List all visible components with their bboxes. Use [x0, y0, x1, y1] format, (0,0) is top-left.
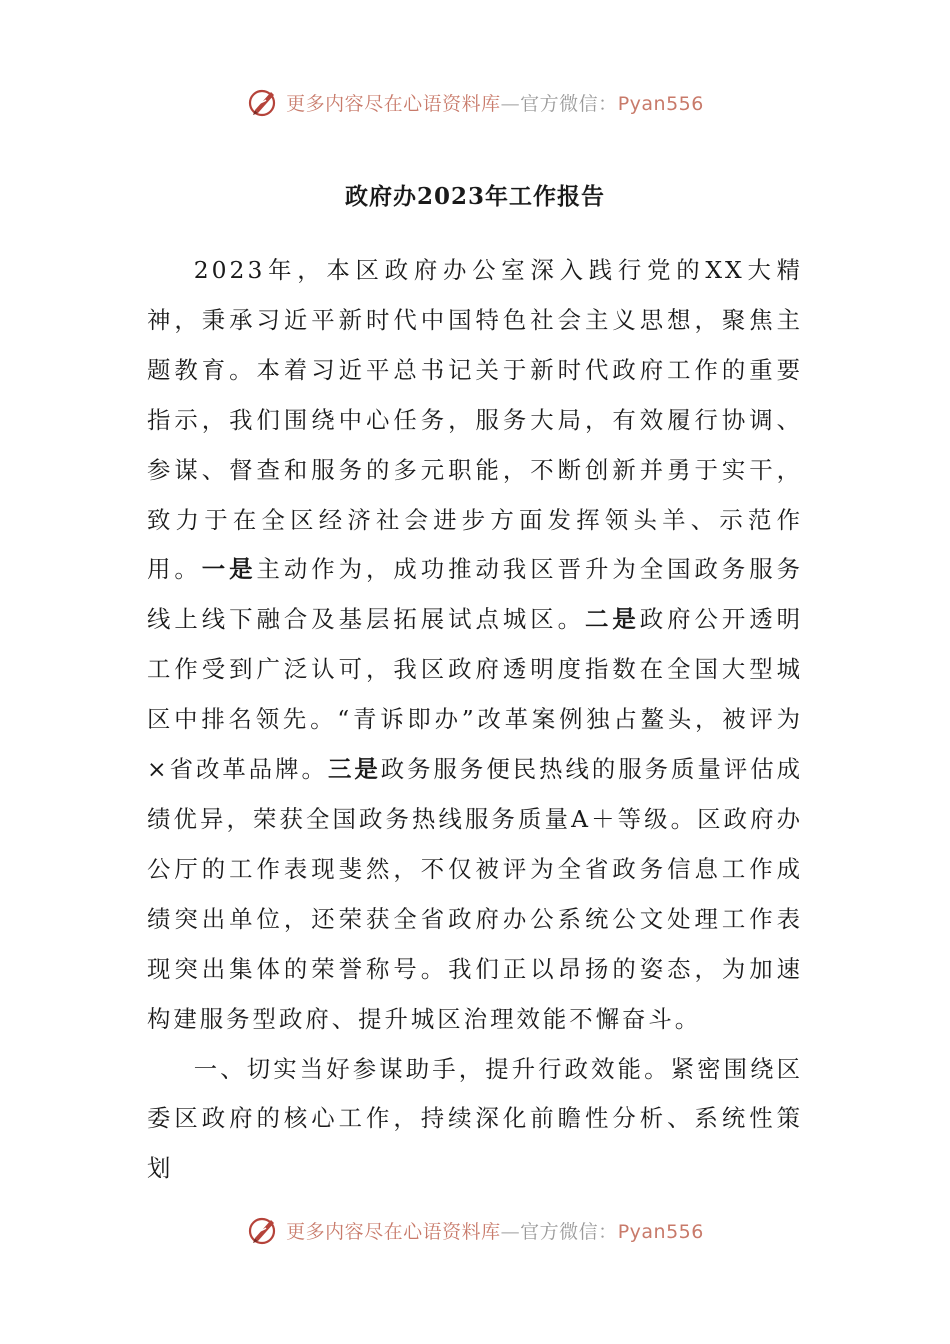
banner-wechat-id: Pyan556 [617, 92, 704, 115]
highlight-second: 二是 [585, 605, 640, 634]
highlight-first: 一是 [201, 555, 257, 584]
paragraph-intro-text-4: 政务服务便民热线的服务质量评估成绩优异，荣获全国政务热线服务质量A＋等级。区政府办公厅的工作表现斐然，不仅被评为全省政务信息工作成绩突出单位，还荣获全省政府办公系统公文处理工作表现突出集体的荣誉称号。我们正以昂扬的姿态，为加速构建服务型政府、提升城区治理效能不懈奋斗。 [147, 755, 804, 1033]
footer-banner [0, 1210, 950, 1250]
banner-wechat-id: Pyan556 [617, 1220, 704, 1243]
document-body [147, 246, 803, 1194]
pen-circle-logo-icon [246, 1213, 280, 1247]
paragraph-intro-text-3: 政府公开透明工作受到广泛认可，我区政府透明度指数在全国大型城区中排名领先。“青诉即办”改革案例独占鳌头，被评为×省改革品牌。 [147, 605, 804, 784]
banner-text [286, 89, 704, 116]
paragraph-intro [147, 246, 803, 1045]
banner-dash: — [500, 92, 521, 115]
banner-dash: — [500, 1220, 521, 1243]
document-title: 政府办2023年工作报告 [344, 183, 605, 210]
banner-wechat-label: 官方微信： [520, 92, 618, 115]
paragraph-intro-text-2: 主动作为，成功推动我区晋升为全国政务服务线上线下融合及基层拓展试点城区。 [147, 555, 804, 634]
highlight-third: 三是 [327, 755, 381, 784]
paragraph-intro-text-1: 2023年，本区政府办公室深入践行党的XX大精神，秉承习近平新时代中国特色社会主义思想，聚焦主题教育。本着习近平总书记关于新时代政府工作的重要指示，我们围绕中心任务，服务大局，有效履行协调、参谋、督查和服务的多元职能，不断创新并勇于实干，致力于在全区经济社会进步方面发挥领头羊、示范作用。 [147, 256, 803, 584]
banner-site-name: 更多内容尽在心语资料库 [286, 1220, 501, 1243]
pen-circle-logo-icon [246, 85, 280, 119]
banner-wechat-label: 官方微信： [520, 1220, 618, 1243]
paragraph-section-one: 一、切实当好参谋助手，提升行政效能。紧密围绕区委区政府的核心工作，持续深化前瞻性分析、系统性策划 [147, 1054, 803, 1183]
header-banner [0, 82, 950, 122]
banner-site-name: 更多内容尽在心语资料库 [286, 92, 501, 115]
banner-text [286, 1217, 704, 1244]
